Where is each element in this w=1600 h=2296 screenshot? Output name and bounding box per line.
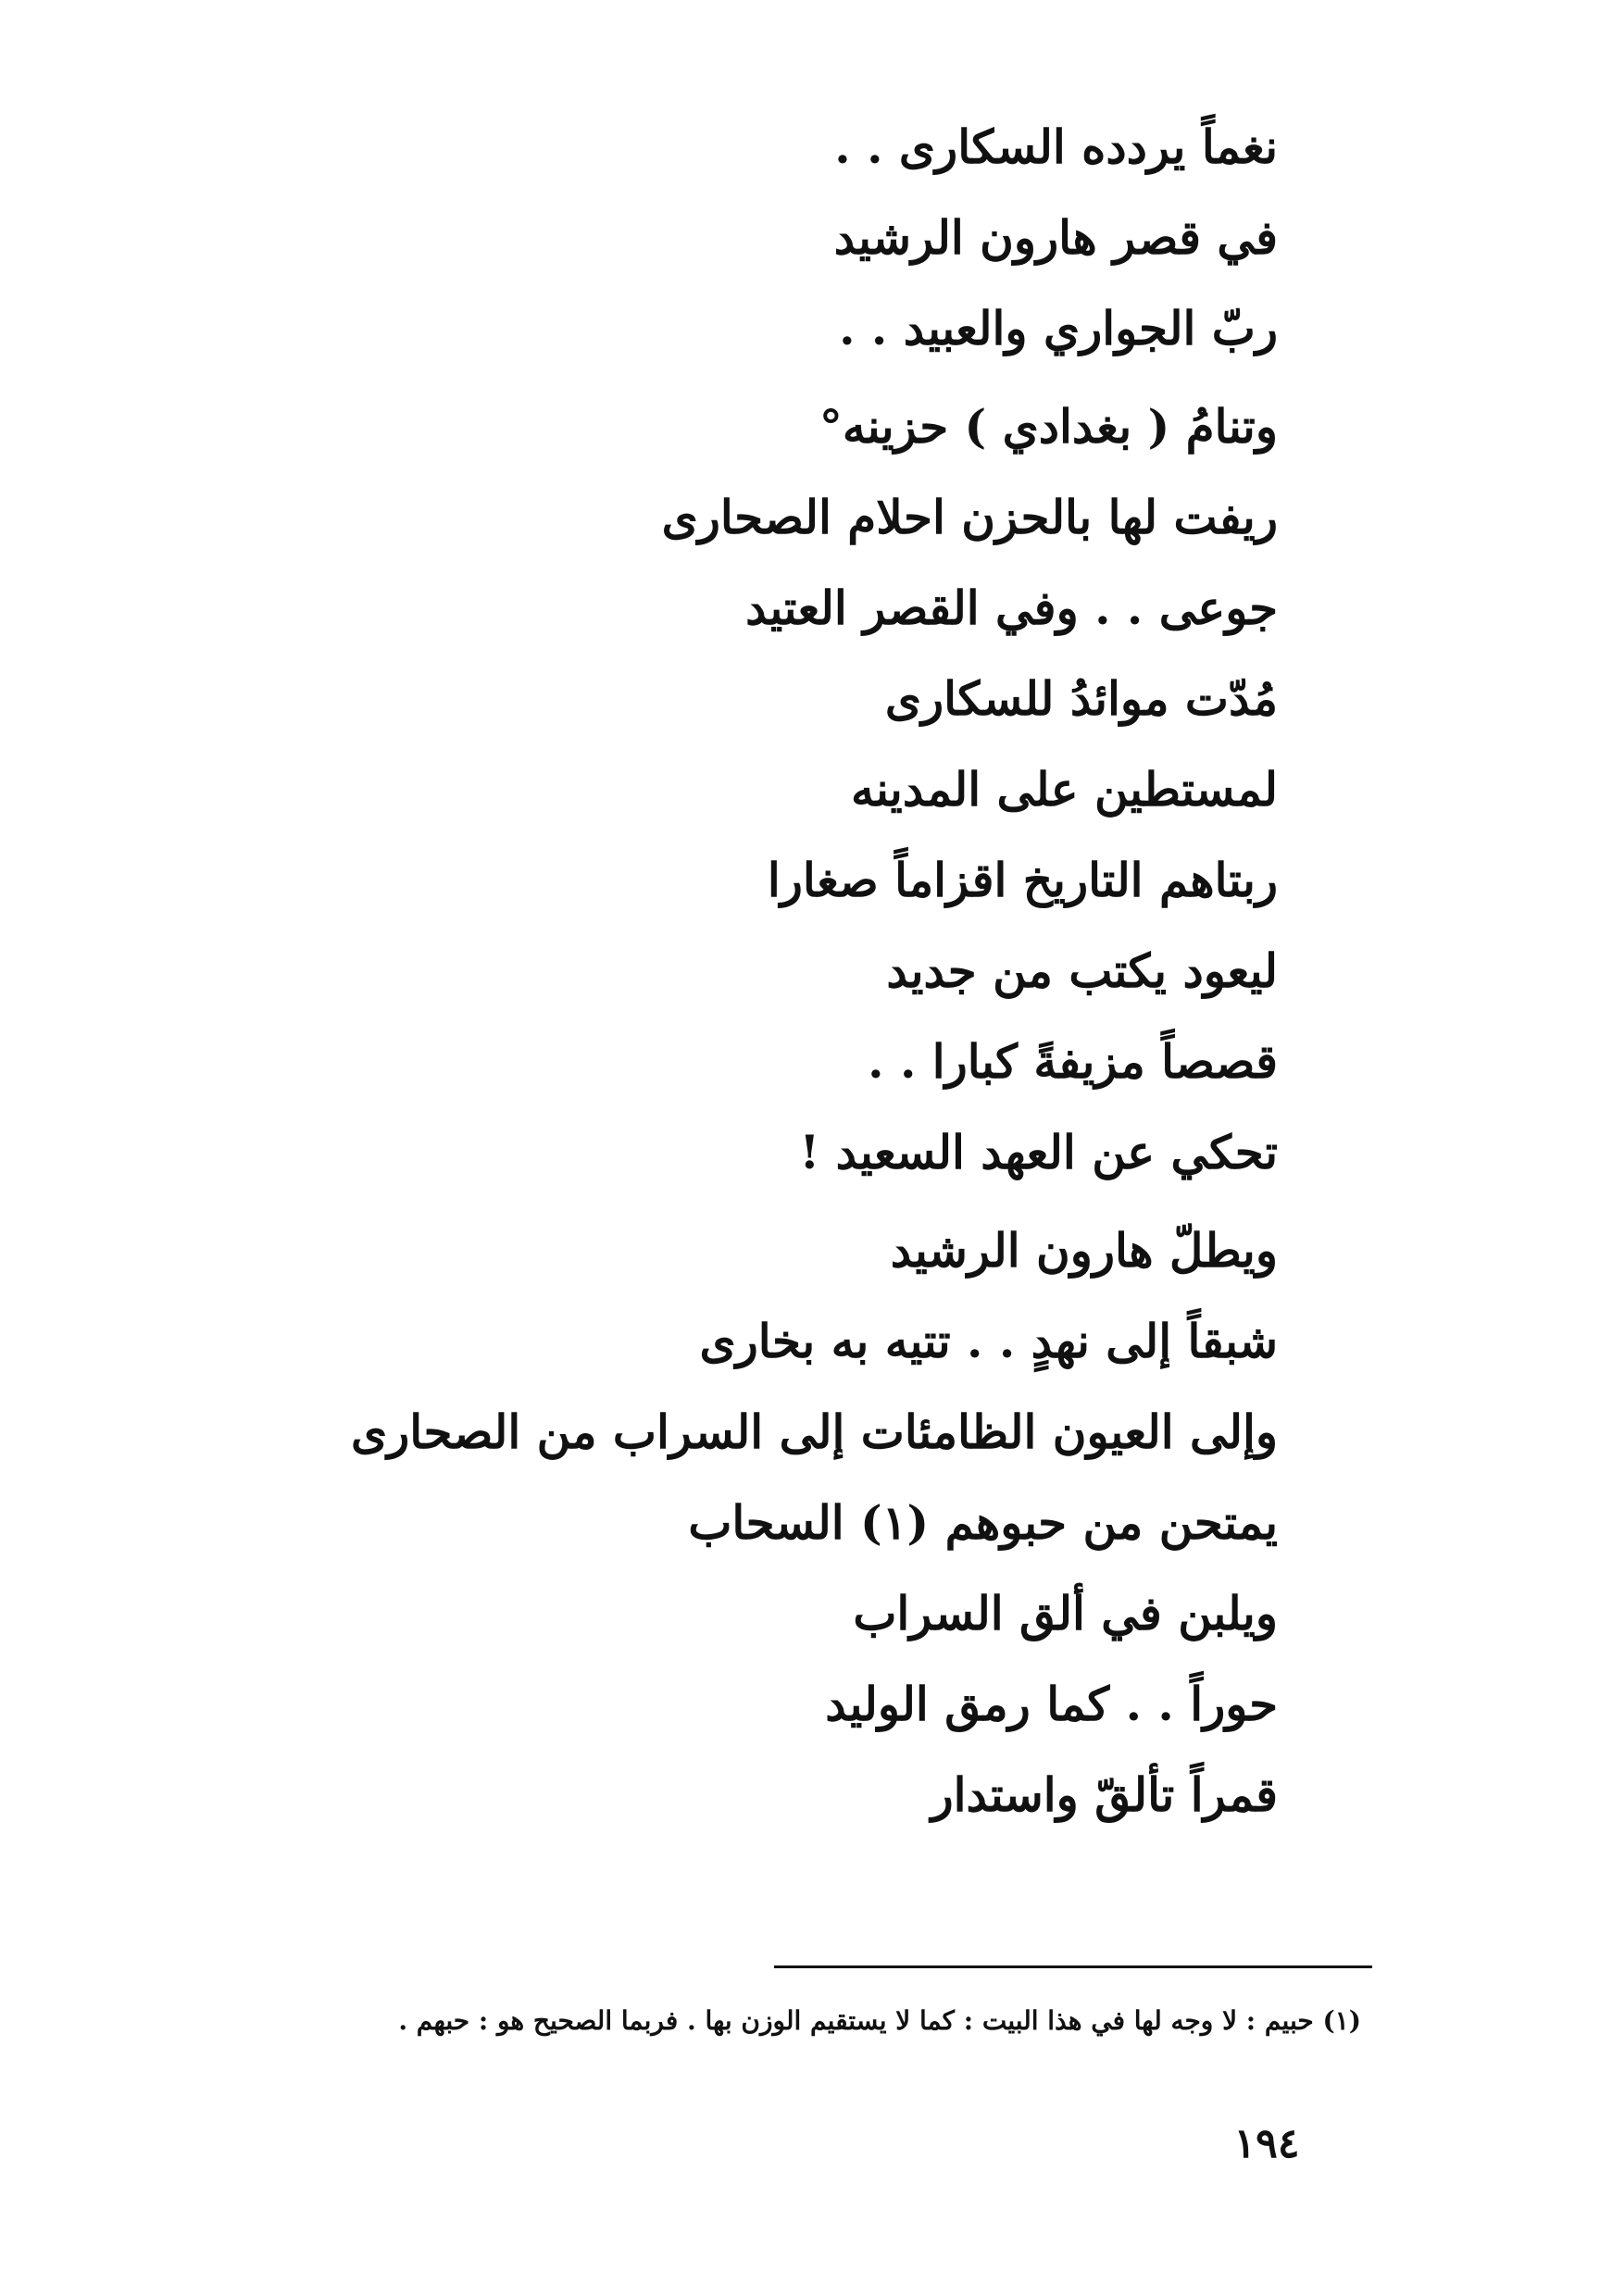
poem-line: وتنامُ ( بغدادي ) حزينه°: [819, 399, 1278, 454]
poem-line: شبقاً إلى نهدٍ . . تتيه به بخارى: [699, 1314, 1278, 1368]
poem-text: [352, 102, 1278, 1841]
poem-line: في قصر هارون الرشيد: [833, 210, 1278, 265]
poem-line: تحكي عن العهد السعيد !: [799, 1125, 1278, 1179]
poem-line: ويطلّ هارون الرشيد: [890, 1223, 1278, 1278]
poem-line: ريفت لها بالحزن احلام الصحارى: [661, 490, 1278, 544]
poem-line: ربّ الجواري والعبيد . .: [839, 301, 1278, 356]
poem-line: قمراً تألقّ واستدار: [931, 1767, 1278, 1822]
footnote-divider: [774, 1965, 1372, 1968]
poem-stanza: [352, 1205, 1278, 1841]
poem-line: ليعود يكتب من جديد: [886, 943, 1278, 998]
poem-line: ربتاهم التاريخ اقزاماً صغارا: [767, 853, 1278, 907]
poem-stanza: [352, 102, 1278, 374]
poem-line: وإلى العيون الظامئات إلى السراب من الصحارى: [350, 1404, 1278, 1459]
poem-line: نغماً يردده السكارى . .: [834, 119, 1278, 174]
poem-stanza: [352, 381, 1278, 1198]
poem-line: قصصاً مزيفةً كبارا . .: [868, 1034, 1278, 1089]
poem-line: لمستطين على المدينه: [851, 762, 1278, 817]
page-number: ١٩٤: [1233, 2120, 1300, 2167]
poem-line: حوراً . . كما رمق الوليد: [825, 1677, 1278, 1731]
poem-line: جوعى . . وفي القصر العتيد: [745, 580, 1278, 635]
poem-line: ويلبن في ألق السراب: [853, 1586, 1278, 1641]
poem-line: مُدّت موائدُ للسكارى: [884, 671, 1278, 726]
footnote: (١) حبيم : لا وجه لها في هذا البيت : كما لا يستقيم الوزن بها . فربما الصحيح هو : حبهم .: [398, 2005, 1361, 2036]
poem-line: يمتحن من حبوهم (١) السحاب: [688, 1495, 1278, 1550]
